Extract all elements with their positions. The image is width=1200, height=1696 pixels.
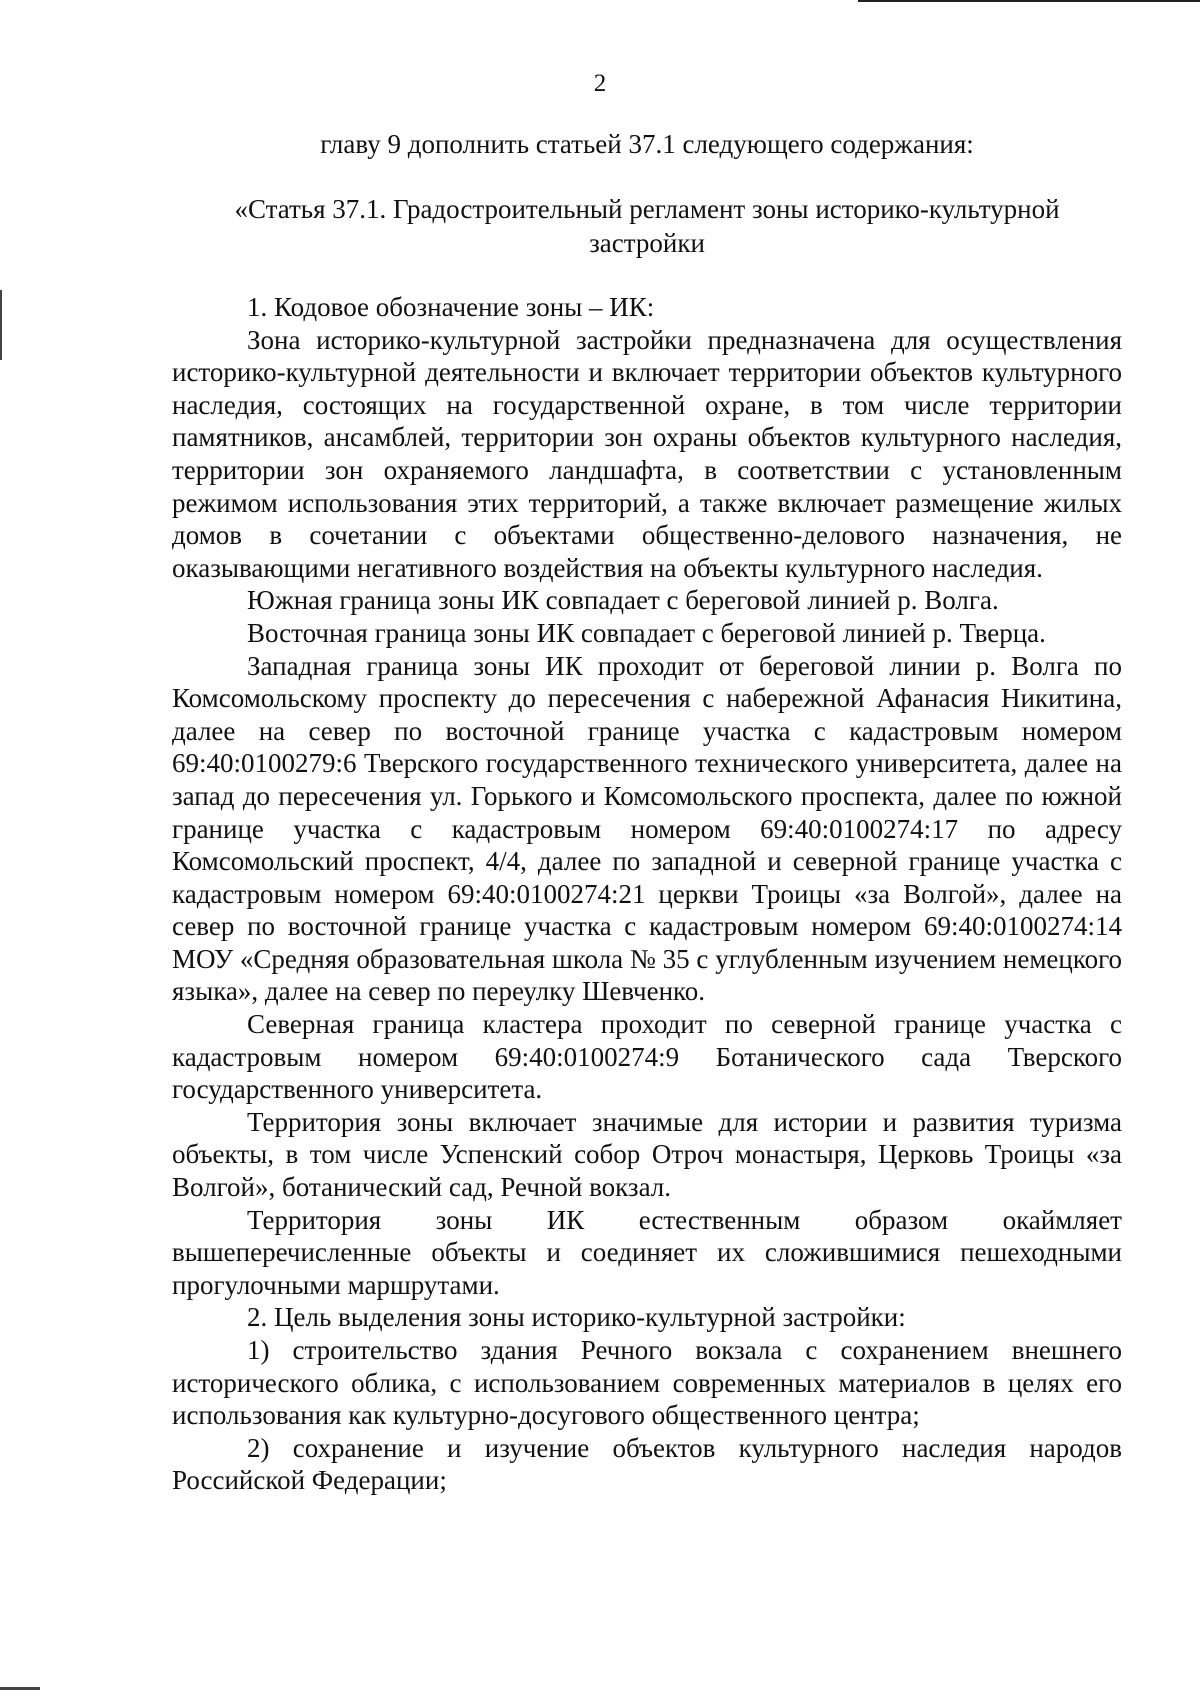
- intro-line: главу 9 дополнить статьей 37.1 следующего содержания:: [320, 129, 974, 159]
- paragraph-west-border: Западная граница зоны ИК проходит от береговой линии р. Волга по Комсомольскому проспекту до пересечения с набережной Афанасия Никитина, далее на север по восточной границе участка с кадастровым номером 69:40:0100279:6 Тверского государственного технического университета, далее на запад до пересечения ул. Горького и Комсомольского проспекта, далее по южной границе участка с кадастровым номером 69:40:0100274:17 по адресу Комсомольский проспект, 4/4, далее по западной и северной границе участка с кадастровым номером 69:40:0100274:21 церкви Троицы «за Волгой», далее на север по восточной границе участка с кадастровым номером 69:40:0100274:14 МОУ «Средняя образовательная школа № 35 с углубленным изучением немецкого языка», далее на север по переулку Шевченко.: [172, 650, 1122, 1007]
- article-heading-line-2: застройки: [589, 228, 705, 258]
- scan-edge-line: [858, 0, 1200, 2]
- scan-edge-line: [0, 290, 2, 360]
- article-heading-line-1: «Статья 37.1. Градостроительный регламент зоны историко-культурной: [234, 194, 1060, 224]
- page-number: 2: [593, 70, 607, 97]
- paragraph-goal-heading: 2. Цель выделения зоны историко-культурной застройки:: [247, 1302, 906, 1333]
- paragraph-territory-routes: Территория зоны ИК естественным образом окаймляет вышеперечисленные объекты и соединяет их сложившимися пешеходными прогулочными маршрутами.: [172, 1204, 1122, 1300]
- article-heading: [172, 192, 1122, 260]
- paragraph-goal-1: 1) строительство здания Речного вокзала с сохранением внешнего исторического облика, с использованием современных материалов в целях его использования как культурно-досугового общественного центра;: [172, 1335, 1122, 1431]
- article-body: [172, 291, 1122, 1497]
- paragraph-south-border: Южная граница зоны ИК совпадает с береговой линией р. Волга.: [247, 585, 999, 616]
- paragraph-north-border: Северная граница кластера проходит по северной границе участка с кадастровым номером 69:40:0100274:9 Ботанического сада Тверского государственного университета.: [172, 1009, 1122, 1105]
- scan-edge-line: [0, 1687, 40, 1690]
- paragraph-goal-2: 2) сохранение и изучение объектов культурного наследия народов Российской Федерации;: [172, 1432, 1122, 1496]
- paragraph-code: 1. Кодовое обозначение зоны – ИК:: [247, 292, 655, 322]
- paragraph-east-border: Восточная граница зоны ИК совпадает с береговой линией р. Тверца.: [247, 617, 1046, 648]
- paragraph-territory-objects: Территория зоны включает значимые для истории и развития туризма объекты, в том числе Успенский собор Отроч монастыря, Церковь Троицы «за Волгой», ботанический сад, Речной вокзал.: [172, 1106, 1122, 1203]
- paragraph-zone-description: Зона историко-культурной застройки предназначена для осуществления историко-культурной деятельности и включает территории объектов культурного наследия, состоящих на государственной охране, в том числе территории памятников, ансамблей, территории зон охраны объектов культурного наследия, территории зон охраняемого ландшафта, в соответствии с установленным режимом использования этих территорий, а также включает размещение жилых домов в сочетании с объектами общественно-делового назначения, не оказывающими негативного воздействия на объекты культурного наследия.: [172, 324, 1122, 583]
